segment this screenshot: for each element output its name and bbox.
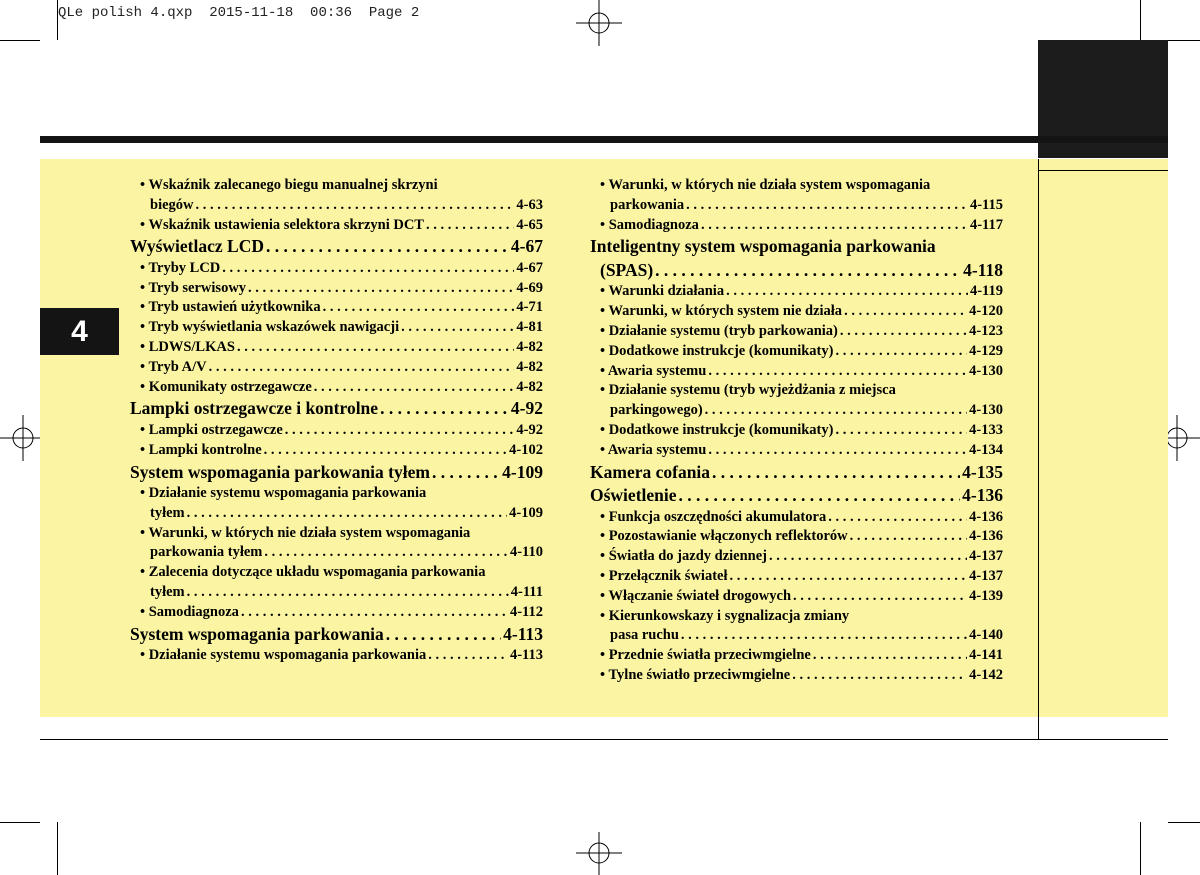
toc-entry-title: • Tryb ustawień użytkownika — [140, 299, 321, 316]
toc-leader-dots — [769, 547, 967, 567]
toc-subentry — [590, 666, 1003, 686]
side-divider-h — [1038, 170, 1168, 171]
toc-leader-dots — [266, 235, 509, 259]
toc-leader-dots — [792, 666, 967, 686]
toc-page-number: 4-141 — [969, 647, 1003, 664]
toc-subentry — [130, 338, 543, 358]
toc-page-number: 4-117 — [969, 216, 1003, 233]
toc-subentry — [130, 603, 543, 623]
toc-page-number: 4-130 — [969, 362, 1003, 379]
toc-leader-dots — [708, 362, 967, 382]
toc-page-number: 4-92 — [510, 398, 543, 419]
toc-subentry — [130, 543, 543, 563]
toc-leader-dots — [655, 259, 961, 283]
crop-mark — [1140, 822, 1141, 875]
toc-leader-dots — [380, 397, 509, 421]
print-slug: QLe polish 4.qxp 2015-11-18 00:36 Page 2 — [58, 5, 420, 21]
toc-entry-title: Wyświetlacz LCD — [130, 236, 264, 257]
toc-subentry — [130, 441, 543, 461]
toc-page-number: 4-111 — [510, 584, 543, 601]
toc-subentry — [130, 259, 543, 279]
toc-subentry — [130, 176, 543, 196]
toc-page-number: 4-109 — [502, 461, 543, 482]
toc-entry-title: Lampki ostrzegawcze i kontrolne — [130, 398, 379, 419]
toc-entry-title: • Awaria systemu — [600, 362, 707, 379]
toc-entry-title: • Lampki ostrzegawcze — [140, 421, 283, 438]
toc-page-number: 4-102 — [509, 441, 543, 458]
toc-leader-dots — [681, 626, 967, 646]
toc-page-number: 4-134 — [969, 441, 1003, 458]
toc-page-number: 4-137 — [969, 567, 1003, 584]
toc-entry-title: • Samodiagnoza — [140, 603, 239, 620]
toc-subentry — [130, 358, 543, 378]
toc-subentry — [590, 282, 1003, 302]
toc-page-number: 4-82 — [516, 358, 543, 375]
toc-leader-dots — [850, 527, 968, 547]
toc-entry-title: • Włączanie świateł drogowych — [600, 587, 792, 604]
toc-entry-title: Kamera cofania — [590, 461, 711, 482]
toc-entry-title: • LDWS/LKAS — [140, 339, 235, 356]
toc-subentry — [590, 508, 1003, 528]
toc-subentry — [130, 421, 543, 441]
toc-entry-title: • Awaria systemu — [600, 441, 707, 458]
crop-mark — [57, 822, 58, 875]
toc-entry-title: (SPAS) — [600, 259, 654, 280]
toc-entry-title: System wspomagania parkowania — [130, 623, 384, 644]
toc-subentry — [590, 302, 1003, 322]
toc-leader-dots — [828, 508, 967, 528]
toc-leader-dots — [679, 484, 961, 508]
toc-leader-dots — [840, 322, 967, 342]
toc-leader-dots — [264, 543, 508, 563]
toc-page-number: 4-136 — [962, 485, 1003, 506]
toc-subentry — [130, 298, 543, 318]
side-divider — [1038, 159, 1039, 740]
toc-subentry — [590, 342, 1003, 362]
toc-leader-dots — [701, 216, 968, 236]
toc-entry-title: • Przełącznik świateł — [600, 567, 728, 584]
toc-page-number: 4-67 — [516, 259, 543, 276]
toc-entry-title: • Funkcja oszczędności akumulatora — [600, 508, 827, 525]
toc-entry-title: • Tylne światło przeciwmgielne — [600, 666, 791, 683]
toc-entry-title: pasa ruchu — [610, 627, 679, 644]
toc-entry-title: • Warunki, w których nie działa system wspomagania — [140, 524, 471, 541]
toc-page-number: 4-82 — [516, 339, 543, 356]
toc-entry-title: • Tryb serwisowy — [140, 279, 247, 296]
toc-subentry — [590, 322, 1003, 342]
toc-leader-dots — [428, 646, 508, 666]
toc-subentry — [590, 381, 1003, 401]
toc-entry-title: • Wskaźnik ustawienia selektora skrzyni DCT — [140, 216, 424, 233]
toc-page-number: 4-81 — [516, 319, 543, 336]
toc-page-number: 4-110 — [509, 544, 543, 561]
crop-mark — [1168, 822, 1200, 823]
toc-leader-dots — [432, 461, 500, 485]
toc-page-number: 4-113 — [503, 623, 543, 644]
toc-leader-dots — [285, 421, 515, 441]
toc-section-entry — [130, 397, 543, 421]
toc-leader-dots — [237, 338, 514, 358]
toc-subentry — [590, 527, 1003, 547]
toc-leader-dots — [835, 342, 967, 362]
toc-leader-dots — [209, 358, 515, 378]
toc-page-number: 4-139 — [969, 587, 1003, 604]
toc-entry-title: • Tryb wyświetlania wskazówek nawigacji — [140, 319, 400, 336]
toc-leader-dots — [187, 504, 508, 524]
toc-column-right — [590, 176, 1003, 686]
toc-section-entry — [590, 259, 1003, 283]
toc-page-number: 4-136 — [969, 528, 1003, 545]
toc-entry-title: • Działanie systemu (tryb wyjeżdżania z miejsca — [600, 382, 896, 399]
toc-leader-dots — [835, 421, 967, 441]
toc-subentry — [590, 176, 1003, 196]
toc-section-entry — [590, 235, 1003, 259]
toc-subentry — [590, 567, 1003, 587]
toc-page-number: 4-140 — [969, 627, 1003, 644]
toc-leader-dots — [386, 623, 501, 647]
toc-page-number: 4-136 — [969, 508, 1003, 525]
toc-page-number: 4-135 — [962, 461, 1003, 482]
toc-entry-title: • Zalecenia dotyczące układu wspomagania parkowania — [140, 564, 486, 581]
toc-leader-dots — [793, 587, 967, 607]
toc-page-number: 4-130 — [969, 402, 1003, 419]
toc-subentry — [130, 318, 543, 338]
toc-subentry — [590, 441, 1003, 461]
toc-page-number: 4-129 — [969, 342, 1003, 359]
chapter-tab: 4 — [40, 308, 119, 355]
toc-subentry — [130, 504, 543, 524]
toc-page-number: 4-82 — [516, 378, 543, 395]
toc-entry-title: System wspomagania parkowania tyłem — [130, 461, 430, 482]
toc-leader-dots — [729, 567, 967, 587]
toc-page-number: 4-119 — [969, 283, 1003, 300]
toc-leader-dots — [686, 196, 968, 216]
toc-page-number: 4-113 — [509, 647, 543, 664]
toc-subentry — [590, 421, 1003, 441]
toc-entry-title: parkingowego) — [610, 402, 703, 419]
toc-subentry — [130, 196, 543, 216]
toc-leader-dots — [196, 196, 515, 216]
toc-page-number: 4-123 — [969, 322, 1003, 339]
toc-page-number: 4-120 — [969, 303, 1003, 320]
toc-leader-dots — [712, 461, 960, 485]
toc-entry-title: • Światła do jazdy dziennej — [600, 548, 767, 565]
toc-leader-dots — [426, 216, 514, 236]
toc-entry-title: • Działanie systemu wspomagania parkowania — [140, 485, 427, 502]
toc-page-number: 4-112 — [509, 603, 543, 620]
toc-page-number: 4-65 — [516, 216, 543, 233]
toc-page-number: 4-67 — [510, 236, 543, 257]
toc-leader-dots — [248, 279, 514, 299]
header-rule — [40, 136, 1168, 143]
toc-entry-title: • Lampki kontrolne — [140, 441, 262, 458]
toc-section-entry — [590, 461, 1003, 485]
toc-entry-title: tyłem — [150, 584, 185, 601]
toc-entry-title: • Wskaźnik zalecanego biegu manualnej skrzyni — [140, 177, 438, 193]
toc-entry-title: parkowania — [610, 196, 685, 213]
toc-entry-title: • Działanie systemu wspomagania parkowania — [140, 647, 427, 664]
registration-mark-top — [576, 0, 622, 46]
toc-page-number: 4-71 — [516, 299, 543, 316]
toc-subentry — [590, 216, 1003, 236]
toc-entry-title: • Dodatkowe instrukcje (komunikaty) — [600, 342, 834, 359]
toc-leader-dots — [705, 401, 968, 421]
toc-leader-dots — [222, 259, 514, 279]
toc-entry-title: • Przednie światła przeciwmgielne — [600, 647, 811, 664]
toc-entry-title: • Warunki, w których nie działa system wspomagania — [600, 177, 931, 193]
toc-leader-dots — [401, 318, 514, 338]
toc-page-number: 4-115 — [969, 196, 1003, 213]
toc-subentry — [130, 563, 543, 583]
toc-section-entry — [130, 235, 543, 259]
toc-entry-title: • Samodiagnoza — [600, 216, 699, 233]
toc-subentry — [590, 362, 1003, 382]
toc-entry-title: • Kierunkowskazy i sygnalizacja zmiany — [600, 607, 850, 624]
toc-entry-title: • Tryby LCD — [140, 259, 221, 276]
toc-leader-dots — [708, 441, 967, 461]
toc-leader-dots — [241, 603, 508, 623]
crop-mark — [57, 0, 58, 40]
toc-subentry — [130, 646, 543, 666]
toc-entry-title: • Warunki działania — [600, 283, 725, 300]
crop-mark — [1140, 0, 1141, 40]
toc-page-number: 4-118 — [963, 259, 1003, 280]
toc-page-number: 4-142 — [969, 666, 1003, 683]
crop-mark — [0, 40, 40, 41]
toc-section-entry — [130, 623, 543, 647]
toc-entry-title: • Działanie systemu (tryb parkowania) — [600, 322, 838, 339]
toc-leader-dots — [813, 646, 967, 666]
toc-subentry — [590, 587, 1003, 607]
toc-section-entry — [590, 484, 1003, 508]
toc-entry-title: Inteligentny system wspomagania parkowania — [590, 236, 936, 257]
registration-mark-bottom — [576, 832, 622, 875]
toc-subentry — [590, 607, 1003, 627]
toc-leader-dots — [323, 298, 515, 318]
footer-rule — [40, 739, 1168, 740]
toc-subentry — [130, 378, 543, 398]
toc-entry-title: • Komunikaty ostrzegawcze — [140, 378, 312, 395]
toc-page-number: 4-92 — [516, 421, 543, 438]
toc-subentry — [130, 279, 543, 299]
toc-section-entry — [130, 461, 543, 485]
toc-subentry — [590, 401, 1003, 421]
toc-leader-dots — [187, 583, 509, 603]
toc-subentry — [130, 484, 543, 504]
toc-leader-dots — [314, 378, 515, 398]
toc-column-left — [130, 176, 543, 666]
toc-subentry — [590, 646, 1003, 666]
toc-subentry — [130, 583, 543, 603]
toc-page-number: 4-137 — [969, 548, 1003, 565]
toc-entry-title: • Tryb A/V — [140, 358, 207, 375]
toc-subentry — [590, 626, 1003, 646]
toc-subentry — [130, 524, 543, 544]
toc-page-number: 4-63 — [516, 196, 543, 213]
toc-leader-dots — [264, 441, 508, 461]
toc-page-number: 4-133 — [969, 421, 1003, 438]
toc-entry-title: parkowania tyłem — [150, 544, 263, 561]
crop-mark — [0, 822, 40, 823]
crop-mark — [1168, 40, 1200, 41]
toc-entry-title: biegów — [150, 196, 194, 213]
toc-page-number: 4-109 — [509, 504, 543, 521]
toc-entry-title: Oświetlenie — [590, 485, 677, 506]
toc-page-number: 4-69 — [516, 279, 543, 296]
toc-subentry — [130, 216, 543, 236]
toc-entry-title: tyłem — [150, 504, 185, 521]
toc-entry-title: • Warunki, w których system nie działa — [600, 303, 843, 320]
toc-subentry — [590, 196, 1003, 216]
toc-leader-dots — [726, 282, 968, 302]
toc-entry-title: • Pozostawianie włączonych reflektorów — [600, 528, 848, 545]
toc-subentry — [590, 547, 1003, 567]
toc-entry-title: • Dodatkowe instrukcje (komunikaty) — [600, 421, 834, 438]
toc-leader-dots — [844, 302, 967, 322]
